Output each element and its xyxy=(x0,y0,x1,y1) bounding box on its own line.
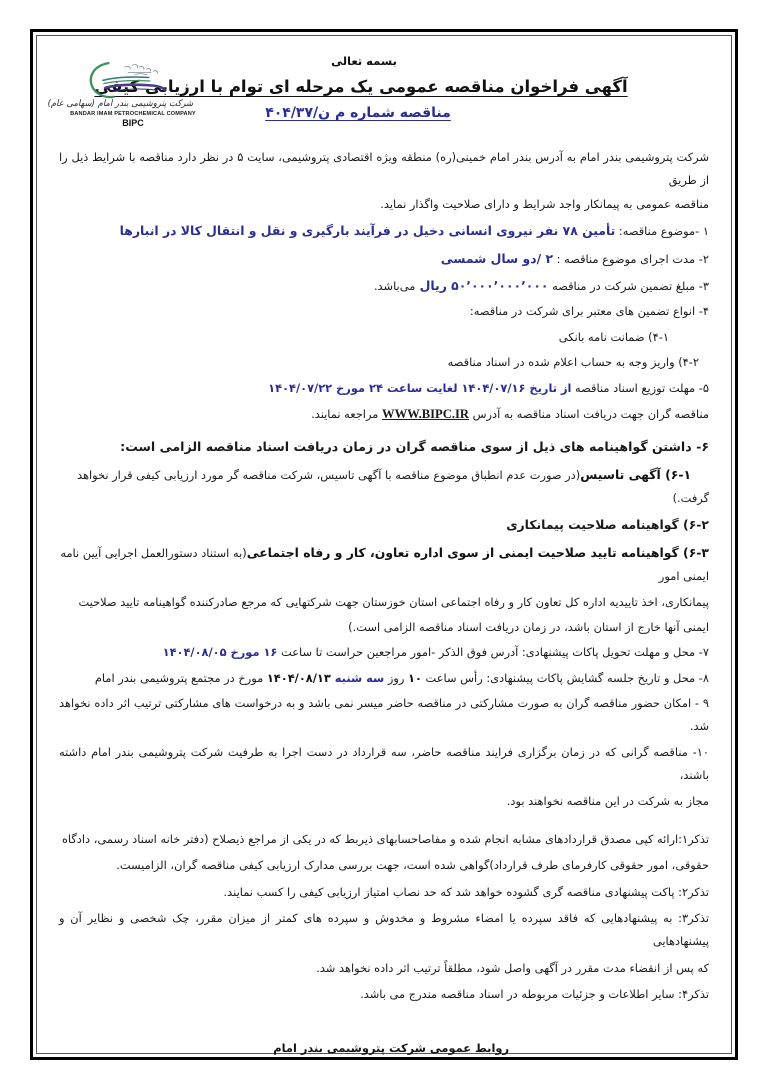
besmele-line: بسمه تعالی xyxy=(331,54,397,68)
note-3-line2: که پس از انقضاء مدت مقرر در آگهی واصل شود، مطلقاً ترتیب اثر داده نخواهد شد. xyxy=(316,960,709,975)
footer-signature: روابط عمومی شرکت پتروشیمی بندر امام xyxy=(273,1040,509,1055)
item-5-website-suffix: مراجعه نمایند. xyxy=(311,406,382,421)
item-6-1-establishment xyxy=(59,462,709,511)
tender-number: مناقصه شماره م ن/۴۰۴/۳۷ xyxy=(265,105,451,121)
item-7-datetime: ۱۶ مورخ ۱۴۰۴/۰۸/۰۵ xyxy=(162,645,278,660)
logo-abbreviation: BIPC xyxy=(122,117,144,128)
item-3-amount: ۵۰٬۰۰۰٬۰۰۰٬۰۰۰ ریال xyxy=(415,277,549,293)
intro-paragraph-line1: شرکت پتروشیمی بندر امام به آدرس بندر امام خمینی(ره) منطقه ویژه اقتصادی پتروشیمی، سایت ۵ در نظر دارد مناقصه با شرایط ذیل را از طریق xyxy=(59,150,709,188)
bipc-logo-mark xyxy=(81,56,185,102)
item-6-1-note: (در صورت عدم انطباق موضوع مناقصه با آگهی تاسیس، شرکت مناقصه گر مورد ارزیابی کیفی قرار نخواهد گرفت.) xyxy=(76,467,709,505)
page-title: آگهی فراخوان مناقصه عمومی یک مرحله ای توام با ارزیابی کیفی xyxy=(94,77,628,96)
item-6-3-label: ۶-۳) گواهینامه تایید صلاحیت ایمنی از سوی اداره تعاون، کار و رفاه اجتماعی xyxy=(246,544,709,560)
item-6-3-note: (به استناد دستورالعمل اجرایی آیین نامه ایمنی امور xyxy=(60,545,709,584)
item-1-label: ۱ -موضوع مناقصه: xyxy=(615,224,709,239)
item-1-subject xyxy=(59,218,709,243)
item-3-suffix: می‌باشد. xyxy=(373,278,416,293)
item-2-label: ۲- مدت اجرای موضوع مناقصه : xyxy=(553,251,709,266)
item-4-1-bank-guarantee: ۴-۱) ضمانت نامه بانکی xyxy=(558,329,669,344)
logo-english-name: BANDAR IMAM PETROCHEMICAL COMPANY xyxy=(70,111,196,117)
item-8-location: مورخ در مجتمع پتروشیمی بندر امام xyxy=(94,670,267,685)
item-7-submission-deadline xyxy=(59,641,709,664)
item-6-3-line3: ایمنی آنها خارج از استان باشد، در زمان دریافت اسناد مناقصه الزامی است.) xyxy=(348,619,709,634)
item-6-1-label: ۶-۱) آگهی تاسیس xyxy=(580,466,692,482)
document-content xyxy=(37,36,731,1053)
item-8-label: ۸- محل و تاریخ جلسه گشایش پاکات پیشنهادی: رأس ساعت xyxy=(421,670,709,685)
item-2-value: ۲ /دو سال شمسی xyxy=(440,250,554,266)
item-5-distribution-period xyxy=(59,377,709,400)
item-8-opening-session xyxy=(59,667,709,690)
note-1-line1: تذکر۱:ارائه کپی مصدق قراردادهای مشابه انجام شده و مفاصاحسابهای ذیربط که در یکی از مراجع ذیصلاح (دفتر خانه اسناد رسمی، دادگاه xyxy=(61,831,709,846)
item-8-weekday: سه شنبه xyxy=(334,670,385,685)
item-6-3-line2: پیمانکاری، اخذ تاییدیه اداره کل تعاون کار و رفاه اجتماعی استان خوزستان جهت شرکتهایی که مرجع صادرکننده گواهینامه تایید صلاحیت xyxy=(78,594,709,609)
item-6-certificates-heading: ۶- داشتن گواهینامه های ذیل از سوی مناقصه گران در زمان دریافت اسناد مناقصه الزامی است: xyxy=(120,438,709,454)
item-4-2-deposit: ۴-۲) واریز وجه به حساب اعلام شده در اسناد مناقصه xyxy=(447,355,699,370)
item-5-label: ۵- مهلت توزیع اسناد مناقصه xyxy=(571,380,709,395)
item-2-duration xyxy=(59,246,709,271)
item-7-label: ۷- محل و مهلت تحویل پاکات پیشنهادی: آدرس فوق الذکر -امور مراجعین حراست تا ساعت xyxy=(277,645,709,660)
item-5-website-line xyxy=(59,402,709,428)
notes-section xyxy=(59,813,709,1007)
item-3-guarantee xyxy=(59,273,709,298)
item-10-line2: مجاز به شرکت در این مناقصه نخواهند بود. xyxy=(506,793,709,808)
bipc-website-link[interactable]: WWW.BIPC.IR xyxy=(381,406,469,421)
intro-paragraph-line2: مناقصه عمومی به پیمانکار واجد شرایط و دارای صلاحیت واگذار نماید. xyxy=(380,196,709,211)
item-10-line1: ۱۰- مناقصه گرانی که در زمان برگزاری فرایند مناقصه حاضر، سه قرارداد در دست اجرا به طرفیت شرکت پتروشیمی بندر امام داشته باشند، xyxy=(59,744,709,783)
item-5-website-label: مناقصه گران جهت دریافت اسناد مناقصه به آدرس xyxy=(468,406,709,421)
item-8-date: ۱۴۰۴/۰۸/۱۳ xyxy=(266,670,335,685)
item-6-3-safety-certificate xyxy=(59,540,709,589)
item-6-2-contractor-qualification: ۶-۲) گواهینامه صلاحیت پیمانکاری xyxy=(506,517,709,533)
item-5-dates: از تاریخ ۱۴۰۴/۰۷/۱۶ لغایت ساعت ۲۴ مورخ ۱۴۰۴/۰۷/۲۲ xyxy=(268,380,572,395)
note-2: تذکر۲: پاکت پیشنهادی مناقصه گری گشوده خواهد شد که حد نصاب امتیاز ارزیابی کیفی را کسب نمایند. xyxy=(223,884,709,899)
document-header xyxy=(47,54,709,140)
page-border-inner xyxy=(36,35,732,1054)
item-8-mid: روز xyxy=(384,670,408,685)
company-logo xyxy=(47,56,197,128)
item-9-no-joint-participation: ۹ - امکان حضور مناقصه گران به صورت مشارکتی در مناقصه حاضر میسر نمی باشد و به درخواست های مشارکتی ترتیب اثر داده نخواهد شد. xyxy=(59,696,709,734)
note-3-line1: تذکر۳: به پیشنهادهایی که فاقد سپرده یا امضاء مشروط و مخدوش و سپرده های کمتر از میزان مقرر، چک شخصی و نظایر آن و پیشنهادهایی xyxy=(59,911,709,949)
item-4-guarantee-types: ۴- انواع تضمین های معتبر برای شرکت در مناقصه: xyxy=(469,304,709,319)
note-4: تذکر۴: سایر اطلاعات و جزئیات مربوطه در اسناد مناقصه مندرج می باشد. xyxy=(360,987,709,1002)
logo-farsi-name: شرکت پتروشیمی بندر امام (سهامی عام) xyxy=(47,99,194,109)
item-8-hour: ۱۰ xyxy=(408,670,422,685)
item-3-label: ۳- مبلغ تضمین شرکت در مناقصه xyxy=(548,278,709,293)
item-1-value: تأمین ۷۸ نفر نیروی انسانی دخیل در فرآیند بارگیری و نقل و انتقال کالا در انبارها xyxy=(119,223,616,239)
note-1-line2: حقوقی، امور حقوقی کارفرمای طرف قرارداد)گواهی شده است، جهت بررسی مدارک ارزیابی کیفی مناقصه گران، الزامیست. xyxy=(116,858,709,873)
page-border-frame xyxy=(30,29,738,1060)
